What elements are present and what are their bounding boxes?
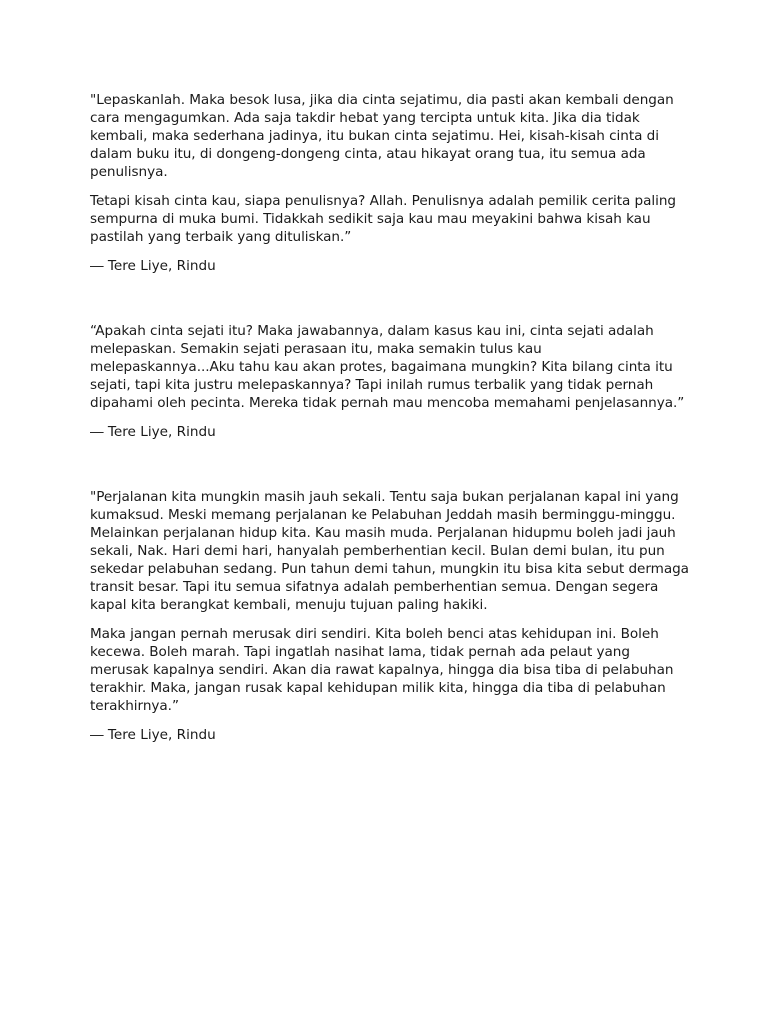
quote-1-paragraph-2: Tetapi kisah cinta kau, siapa penulisnya? Allah. Penulisnya adalah pemilik cerita paling sempurna di muka bumi. Tidakkah sedikit saja kau mau meyakini bahwa kisah kau pastilah yang terbaik yang dituliskan.”	[90, 193, 676, 245]
quote-3-attribution: ― Tere Liye, Rindu	[90, 727, 216, 743]
quote-2-attribution: ― Tere Liye, Rindu	[90, 424, 216, 440]
quote-block-2	[90, 322, 690, 441]
quote-1-attribution: ― Tere Liye, Rindu	[90, 258, 216, 274]
quote-3-paragraph-1: "Perjalanan kita mungkin masih jauh sekali. Tentu saja bukan perjalanan kapal ini yang kumaksud. Meski memang perjalanan ke Pelabuhan Jeddah masih berminggu-minggu. Melainkan perjalanan hidup kita. Kau masih muda. Perjalanan hidupmu boleh jadi jauh sekali, Nak. Hari demi hari, hanyalah pemberhentian kecil. Bulan demi bulan, itu pun sekedar pelabuhan sedang. Pun tahun demi tahun, mungkin itu bisa kita sebut dermaga transit besar. Tapi itu semua sifatnya adalah pemberhentian semua. Dengan segera kapal kita berangkat kembali, menuju tujuan paling hakiki.	[90, 489, 689, 613]
spacer	[90, 441, 690, 488]
quote-3-paragraph-2: Maka jangan pernah merusak diri sendiri. Kita boleh benci atas kehidupan ini. Boleh kecewa. Boleh marah. Tapi ingatlah nasihat lama, tidak pernah ada pelaut yang merusak kapalnya sendiri. Akan dia rawat kapalnya, hingga dia bisa tiba di pelabuhan terakhir. Maka, jangan rusak kapal kehidupan milik kita, hingga dia tiba di pelabuhan terakhirnya.”	[90, 626, 674, 714]
quote-1-paragraph-1: "Lepaskanlah. Maka besok lusa, jika dia cinta sejatimu, dia pasti akan kembali dengan cara mengagumkan. Ada saja takdir hebat yang tercipta untuk kita. Jika dia tidak kembali, maka sederhana jadinya, itu bukan cinta sejatimu. Hei, kisah-kisah cinta di dalam buku itu, di dongeng-dongeng cinta, atau hikayat orang tua, itu semua ada penulisnya.	[90, 92, 674, 180]
quote-block-3	[90, 488, 690, 744]
spacer	[90, 275, 690, 322]
quote-block-1	[90, 91, 690, 275]
document-page	[90, 91, 690, 744]
quote-2-paragraph-1: “Apakah cinta sejati itu? Maka jawabannya, dalam kasus kau ini, cinta sejati adalah melepaskan. Semakin sejati perasaan itu, maka semakin tulus kau melepaskannya...Aku tahu kau akan protes, bagaimana mungkin? Kita bilang cinta itu sejati, tapi kita justru melepaskannya? Tapi inilah rumus terbalik yang tidak pernah dipahami oleh pecinta. Mereka tidak pernah mau mencoba memahami penjelasannya.”	[90, 323, 685, 411]
